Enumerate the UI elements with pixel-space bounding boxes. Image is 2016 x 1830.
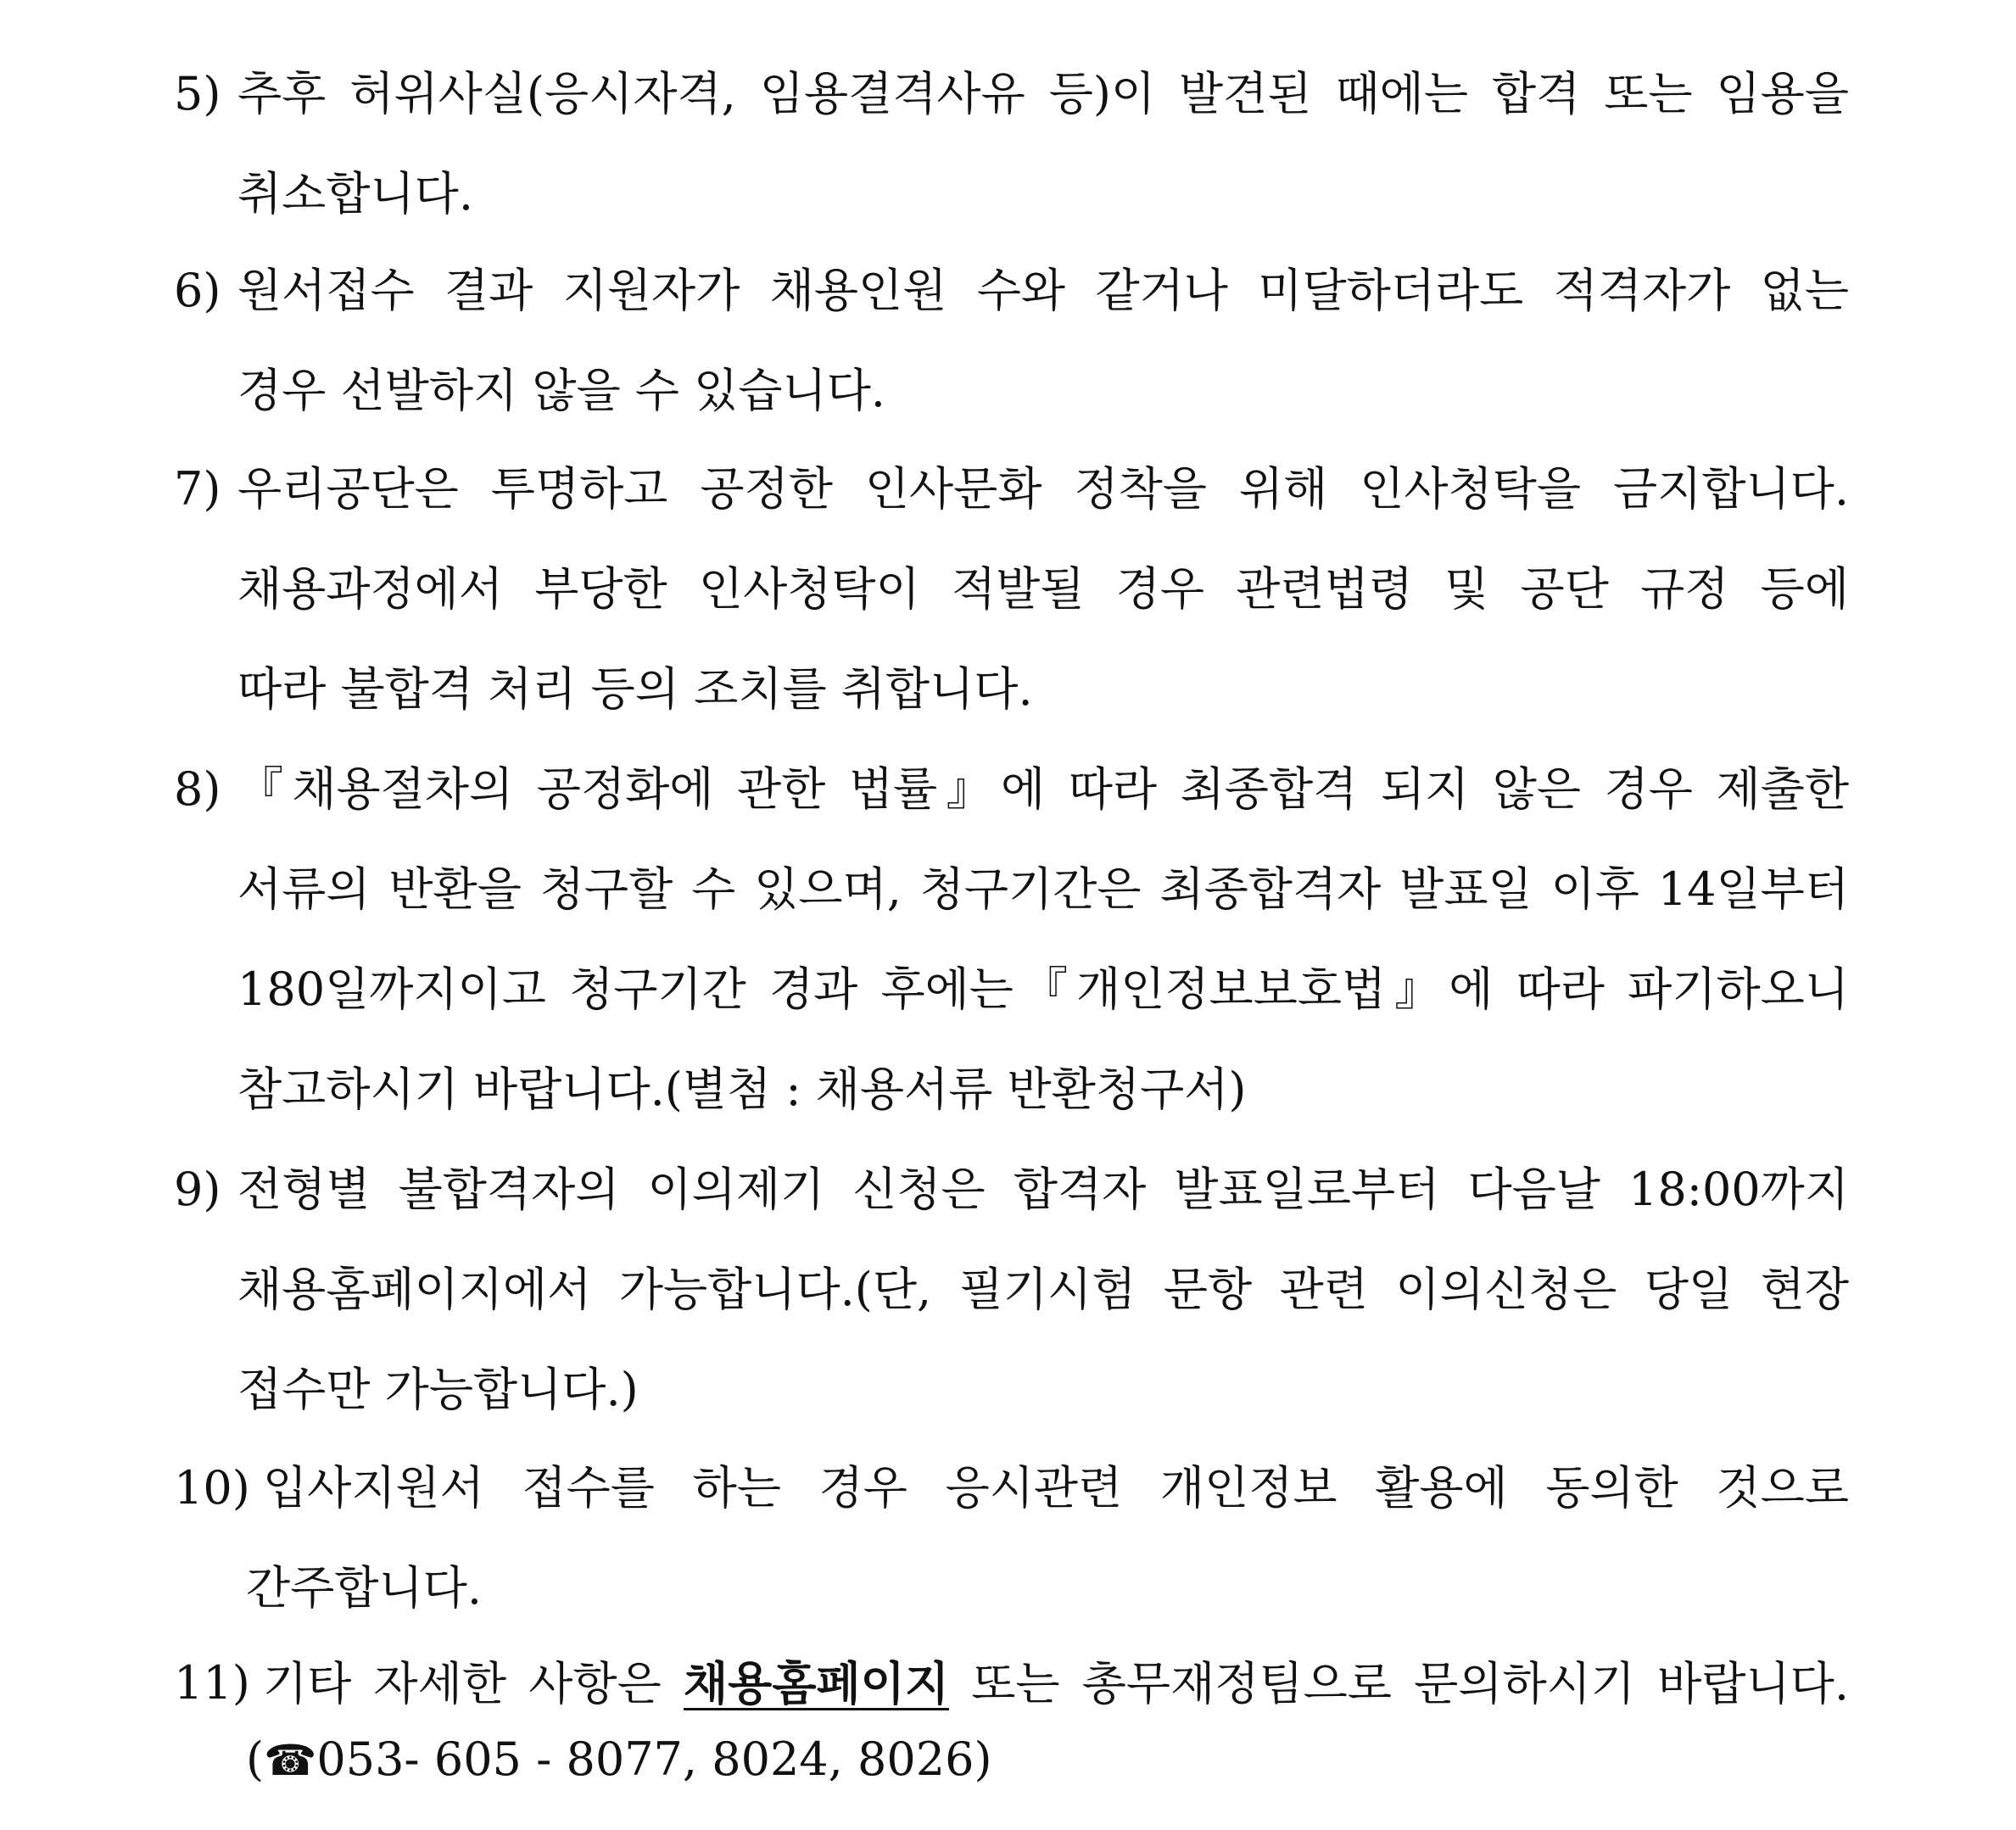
item-line: 간주합니다.: [246, 1561, 482, 1615]
item-line: 추후 허위사실(응시자격, 임용결격사유 등)이 발견된 때에는 합격 또는 임용을: [237, 67, 1849, 120]
item-line: 전형별 불합격자의 이의제기 신청은 합격자 발표일로부터 다음날 18:00까지: [237, 1163, 1849, 1216]
contact-text-before: 기타 자세한 사항은: [263, 1657, 662, 1710]
item-line: 『채용절차의 공정화에 관한 법률』에 따라 최종합격 되지 않은 경우 제출한: [237, 762, 1849, 816]
item-line: 우리공단은 투명하고 공정한 인사문화 정착을 위해 인사청탁을 금지합니다.: [237, 462, 1849, 516]
contact-text-after: 또는 총무재정팀으로 문의하시기 바랍니다.: [971, 1657, 1849, 1710]
open-paren: (: [246, 1732, 265, 1786]
phone-icon: ☎: [264, 1736, 317, 1785]
item-line: 참고하시기 바랍니다.(별첨 : 채용서류 반환청구서): [237, 1063, 1247, 1116]
item-number: 5): [174, 67, 221, 120]
item-line: 경우 선발하지 않을 수 있습니다.: [237, 364, 885, 417]
item-line: 채용과정에서 부당한 인사청탁이 적발될 경우 관련법령 및 공단 규정 등에: [237, 562, 1849, 616]
item-line: 서류의 반환을 청구할 수 있으며, 청구기간은 최종합격자 발표일 이후 14일부터: [237, 862, 1849, 916]
item-line: 따라 불합격 처리 등의 조치를 취합니다.: [237, 662, 1033, 716]
item-line: 채용홈페이지에서 가능합니다.(단, 필기시험 문항 관련 이의신청은 당일 현장: [237, 1263, 1849, 1316]
item-number: 8): [174, 762, 221, 816]
item-line: 180일까지이고 청구기간 경과 후에는『개인정보보호법』에 따라 파기하오니: [237, 962, 1849, 1016]
item-line: 취소합니다.: [237, 167, 473, 220]
item-line: 접수만 가능합니다.): [237, 1363, 639, 1416]
item-number: 11): [174, 1656, 250, 1710]
item-line: 원서접수 결과 지원자가 채용인원 수와 같거나 미달하더라도 적격자가 없는: [237, 264, 1849, 317]
close-paren: ): [974, 1732, 992, 1786]
phone-line: [246, 1713, 992, 1806]
item-number: 9): [174, 1163, 221, 1216]
item-number: 6): [174, 264, 221, 317]
item-number: 10): [174, 1461, 250, 1515]
recruitment-homepage-link[interactable]: 채용홈페이지: [684, 1656, 949, 1710]
item-number: 7): [174, 462, 221, 516]
phone-numbers: 053- 605 - 8077, 8024, 8026: [316, 1732, 974, 1786]
item-line: 입사지원서 접수를 하는 경우 응시관련 개인정보 활용에 동의한 것으로: [263, 1461, 1849, 1515]
